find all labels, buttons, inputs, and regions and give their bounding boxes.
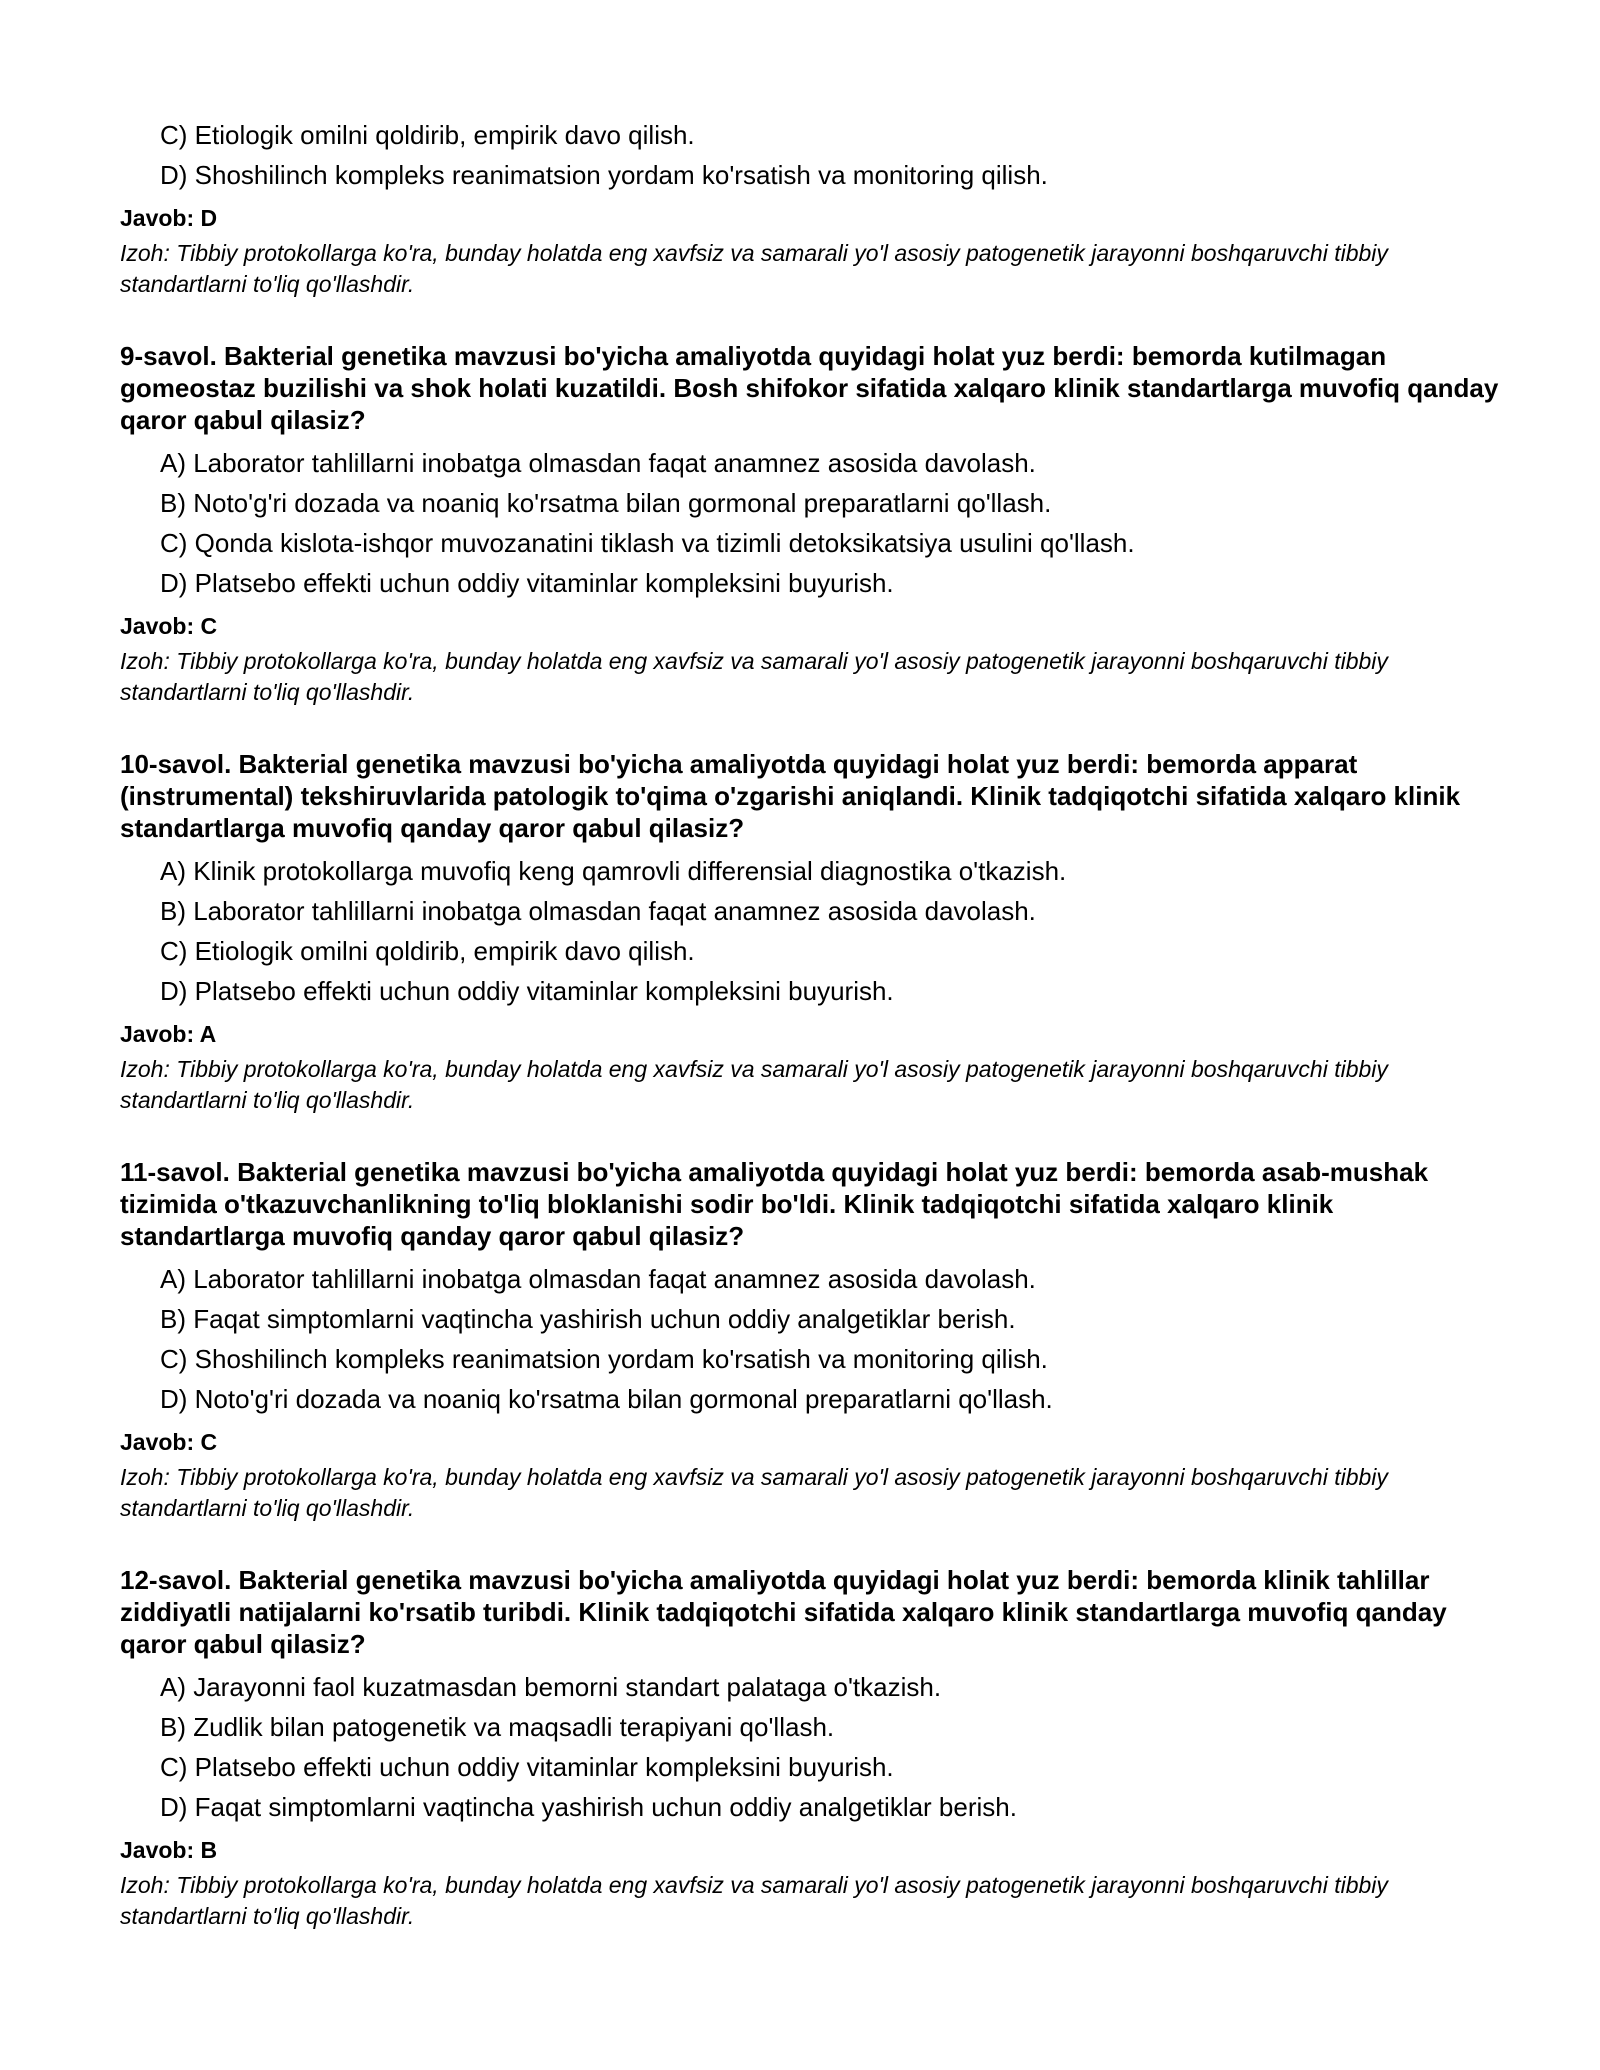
option-c: C) Shoshilinch kompleks reanimatsion yordam ko'rsatish va monitoring qilish. (160, 1344, 1048, 1374)
question-block-9 (120, 340, 1499, 708)
explanation-note: Izoh: Tibbiy protokollarga ko'ra, bunday holatda eng xavfsiz va samarali yo'l asosiy patogenetik jarayonni boshqaruvchi tibbiy standartlarni to'liq qo'llashdir. (120, 1872, 1388, 1929)
option-b: B) Zudlik bilan patogenetik va maqsadli terapiyani qo'llash. (160, 1712, 835, 1742)
option-d: D) Platsebo effekti uchun oddiy vitaminlar kompleksini buyurish. (160, 976, 894, 1006)
explanation-note: Izoh: Tibbiy protokollarga ko'ra, bunday holatda eng xavfsiz va samarali yo'l asosiy patogenetik jarayonni boshqaruvchi tibbiy standartlarni to'liq qo'llashdir. (120, 1464, 1388, 1521)
option-d: D) Shoshilinch kompleks reanimatsion yordam ko'rsatish va monitoring qilish. (160, 160, 1048, 190)
option-c: C) Etiologik omilni qoldirib, empirik davo qilish. (160, 120, 695, 150)
answer-label: Javob: D (120, 205, 218, 231)
option-a: A) Laborator tahlillarni inobatga olmasdan faqat anamnez asosida davolash. (160, 448, 1036, 478)
option-b: B) Laborator tahlillarni inobatga olmasdan faqat anamnez asosida davolash. (160, 896, 1036, 926)
option-b: B) Noto'g'ri dozada va noaniq ko'rsatma bilan gormonal preparatlarni qo'llash. (160, 488, 1052, 518)
question-text: 10-savol. Bakterial genetika mavzusi bo'yicha amaliyotda quyidagi holat yuz berdi: bemorda apparat (instrumental) tekshiruvlarida patologik to'qima o'zgarishi aniqlandi. Klinik tadqiqotchi sifatida xalqaro klinik standartlarga muvofiq qanday qaror qabul qilasiz? (120, 749, 1461, 843)
option-b: B) Faqat simptomlarni vaqtincha yashirish uchun oddiy analgetiklar berish. (160, 1304, 1016, 1334)
question-block-11 (120, 1156, 1480, 1524)
option-c: C) Platsebo effekti uchun oddiy vitaminlar kompleksini buyurish. (160, 1752, 894, 1782)
question-text: 12-savol. Bakterial genetika mavzusi bo'yicha amaliyotda quyidagi holat yuz berdi: bemorda klinik tahlillar ziddiyatli natijalarni ko'rsatib turibdi. Klinik tadqiqotchi sifatida xalqaro klinik standartlarga muvofiq qanday qaror qabul qilasiz? (120, 1565, 1447, 1659)
option-d: D) Faqat simptomlarni vaqtincha yashirish uchun oddiy analgetiklar berish. (160, 1792, 1017, 1822)
answer-label: Javob: B (120, 1837, 218, 1863)
question-text: 11-savol. Bakterial genetika mavzusi bo'yicha amaliyotda quyidagi holat yuz berdi: bemorda asab-mushak tizimida o'tkazuvchanlikning to'liq bloklanishi sodir bo'ldi. Klinik tadqiqotchi sifatida xalqaro klinik standartlarga muvofiq qanday qaror qabul qilasiz? (120, 1157, 1429, 1251)
option-d: D) Platsebo effekti uchun oddiy vitaminlar kompleksini buyurish. (160, 568, 894, 598)
option-c: C) Qonda kislota-ishqor muvozanatini tiklash va tizimli detoksikatsiya usulini qo'llash. (160, 528, 1135, 558)
option-a: A) Jarayonni faol kuzatmasdan bemorni standart palataga o'tkazish. (160, 1672, 942, 1702)
option-d: D) Noto'g'ri dozada va noaniq ko'rsatma bilan gormonal preparatlarni qo'llash. (160, 1384, 1053, 1414)
option-c: C) Etiologik omilni qoldirib, empirik davo qilish. (160, 936, 695, 966)
question-block-10 (120, 748, 1480, 1116)
answer-label: Javob: C (120, 1429, 218, 1455)
question-text: 9-savol. Bakterial genetika mavzusi bo'yicha amaliyotda quyidagi holat yuz berdi: bemorda kutilmagan gomeostaz buzilishi va shok holati kuzatildi. Bosh shifokor sifatida xalqaro klinik standartlarga muvofiq qanday qaror qabul qilasiz? (120, 341, 1499, 435)
question-8-continuation (120, 0, 1480, 300)
explanation-note: Izoh: Tibbiy protokollarga ko'ra, bunday holatda eng xavfsiz va samarali yo'l asosiy patogenetik jarayonni boshqaruvchi tibbiy standartlarni to'liq qo'llashdir. (120, 648, 1388, 705)
option-a: A) Klinik protokollarga muvofiq keng qamrovli differensial diagnostika o'tkazish. (160, 856, 1067, 886)
answer-label: Javob: C (120, 613, 218, 639)
option-a: A) Laborator tahlillarni inobatga olmasdan faqat anamnez asosida davolash. (160, 1264, 1036, 1294)
explanation-note: Izoh: Tibbiy protokollarga ko'ra, bunday holatda eng xavfsiz va samarali yo'l asosiy patogenetik jarayonni boshqaruvchi tibbiy standartlarni to'liq qo'llashdir. (120, 1056, 1388, 1113)
question-block-12 (120, 1564, 1480, 1932)
explanation-note: Izoh: Tibbiy protokollarga ko'ra, bunday holatda eng xavfsiz va samarali yo'l asosiy patogenetik jarayonni boshqaruvchi tibbiy standartlarni to'liq qo'llashdir. (120, 240, 1388, 297)
answer-label: Javob: A (120, 1021, 217, 1047)
